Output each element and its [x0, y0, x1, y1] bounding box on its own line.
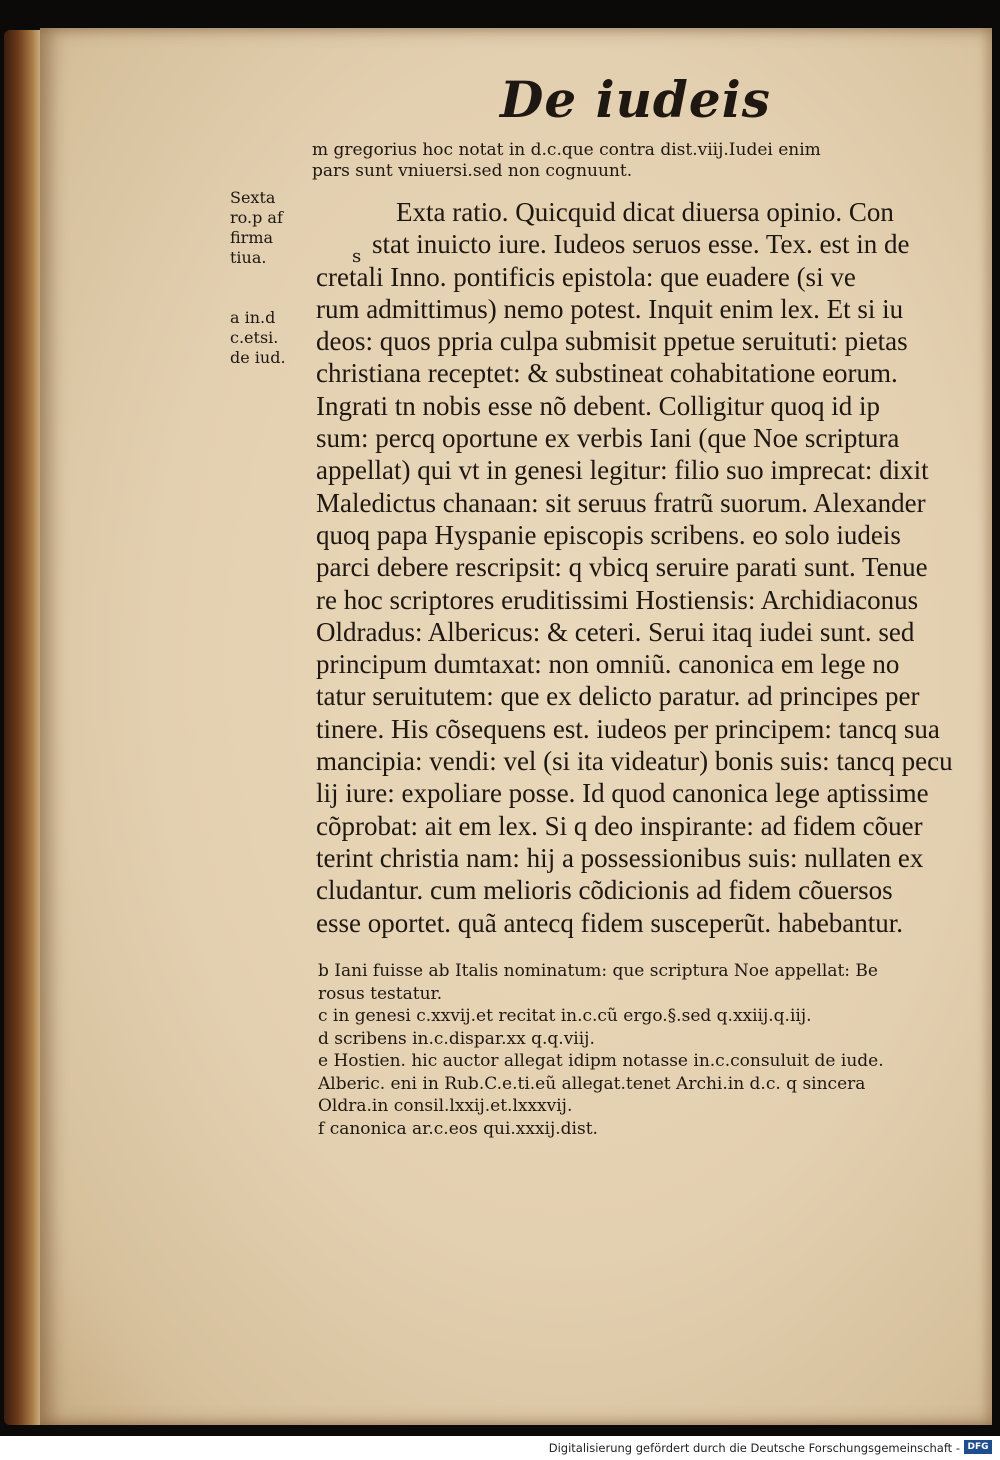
footnote-line: f canonica ar.c.eos qui.xxxij.dist.: [318, 1118, 598, 1139]
footnote-line: rosus testatur.: [318, 983, 443, 1004]
main-text-line: re hoc scriptores eruditissimi Hostiensis: Archidiaconus: [316, 584, 919, 615]
main-text-line: quoq papa Hyspanie episcopis scribens. eo solo iudeis: [316, 519, 901, 550]
main-text-line: mancipia: vendi: vel (si ita videatur) bonis suis: tancq pecu: [316, 746, 953, 777]
main-text-line: sum: percq oportune ex verbis Iani (que Noe scriptura: [316, 423, 900, 454]
main-text-line: tatur seruitutem: que ex delicto paratur. ad principes per: [316, 681, 920, 712]
margin-note-line: ro.p af: [230, 208, 283, 227]
margin-note-line: tiua.: [230, 248, 267, 267]
book-edge: [4, 30, 44, 1425]
main-text-line: Ingrati tn nobis esse nõ debent. Colligitur quoq id ip: [316, 390, 880, 421]
top-gloss: [312, 140, 821, 182]
dfg-logo-icon: DFG: [964, 1440, 992, 1454]
main-text-line: cludantur. cum melioris cõdicionis ad fidem cõuersos: [316, 875, 893, 906]
margin-note-line: firma: [230, 228, 274, 247]
margin-note: [230, 188, 283, 268]
main-text-line: christiana receptet: & substineat cohabitatione eorum.: [316, 358, 898, 389]
main-text-line: principum dumtaxat: non omniũ. canonica em lege no: [316, 649, 900, 680]
main-text-line: tinere. His cõsequens est. iudeos per principem: tancq sua: [316, 713, 940, 744]
main-text-line: Exta ratio. Quicquid dicat diuersa opinio. Con: [396, 197, 894, 227]
main-text-line: appellat) qui vt in genesi legitur: filio suo imprecat: dixit: [316, 455, 929, 486]
main-text-line: Oldradus: Albericus: & ceteri. Serui itaq iudei sunt. sed: [316, 616, 915, 647]
main-text-line: Maledictus chanaan: sit seruus fratrũ suorum. Alexander: [316, 487, 926, 518]
footnote-line: b Iani fuisse ab Italis nominatum: que scriptura Noe appellat: Be: [318, 961, 878, 981]
main-text-line: cretali Inno. pontificis epistola: que euadere (si ve: [316, 261, 856, 292]
main-text-line: lij iure: expoliare posse. Id quod canonica lege aptissime: [316, 778, 929, 809]
footnote-line: d scribens in.c.dispar.xx q.q.viij.: [318, 1028, 595, 1049]
main-text-line: cõprobat: ait em lex. Si q deo inspirante: ad fidem cõuer: [316, 810, 923, 841]
main-text-block: [316, 196, 953, 939]
footnote-line: e Hostien. hic auctor allegat idipm notasse in.c.consuluit de iude.: [318, 1051, 884, 1071]
main-text-line: terint christia nam: hij a possessionibus suis: nullaten ex: [316, 842, 924, 873]
page-header-title: De iudeis: [500, 70, 771, 129]
margin-note-line: de iud.: [230, 348, 286, 367]
top-gloss-line: pars sunt vniuersi.sed non cognuunt.: [312, 161, 633, 181]
gloss-marker: s: [352, 246, 362, 267]
main-text-line: esse oportet. quã antecq fidem susceperũt. habebantur.: [316, 907, 904, 938]
footnote-line: Alberic. eni in Rub.C.e.ti.eũ allegat.tenet Archi.in d.c. q sincera: [318, 1073, 866, 1094]
main-text-line: parci debere rescripsit: q vbicq seruire parati sunt. Tenue: [316, 552, 928, 583]
margin-note: [230, 308, 286, 368]
main-text-line: deos: quos ppria culpa submisit ppetue seruituti: pietas: [316, 326, 908, 357]
main-text-line: rum admittimus) nemo potest. Inquit enim lex. Et si iu: [316, 293, 904, 324]
footnotes-block: [318, 960, 884, 1140]
footnote-line: Oldra.in consil.lxxij.et.lxxxvij.: [318, 1096, 573, 1116]
margin-note-line: c.etsi.: [230, 328, 279, 347]
footnote-line: c in genesi c.xxvij.et recitat in.c.cũ ergo.§.sed q.xxiij.q.iij.: [318, 1006, 812, 1026]
main-text-line: stat inuicto iure. Iudeos seruos esse. Tex. est in de: [372, 229, 910, 260]
margin-note-line: Sexta: [230, 188, 276, 207]
top-gloss-line: m gregorius hoc notat in d.c.que contra dist.viij.Iudei enim: [312, 140, 821, 160]
footer-credit: Digitalisierung gefördert durch die Deutsche Forschungsgemeinschaft -: [548, 1441, 960, 1455]
margin-note-line: a in.d: [230, 308, 276, 327]
